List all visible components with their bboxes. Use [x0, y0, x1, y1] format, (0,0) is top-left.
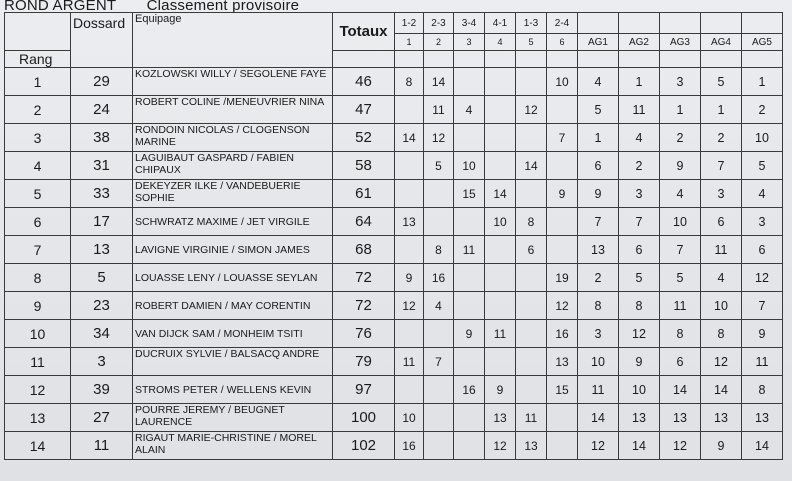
blank-cell [395, 51, 424, 68]
dossard-header: Dossard [71, 13, 133, 68]
table-row [5, 152, 783, 180]
rank-cell: 6 [5, 208, 71, 236]
ag-score-cell: 1 [619, 68, 660, 96]
ag-header-blank [660, 13, 701, 34]
ag-score-cell: 5 [742, 152, 783, 180]
dossard-cell: 31 [71, 152, 133, 180]
race-score-cell: 15 [547, 376, 578, 404]
ag-score-cell: 4 [660, 180, 701, 208]
ag-score-cell: 14 [619, 432, 660, 460]
race-score-cell: 8 [424, 236, 454, 264]
race-score-cell [454, 208, 485, 236]
ag-score-cell: 12 [742, 264, 783, 292]
ag-score-cell: 13 [578, 236, 619, 264]
total-cell: 64 [333, 208, 395, 236]
ag-score-cell: 14 [742, 432, 783, 460]
ag-score-cell: 7 [578, 208, 619, 236]
ag-header-blank [701, 13, 742, 34]
race-score-cell: 16 [424, 264, 454, 292]
rank-cell: 9 [5, 292, 71, 320]
race-score-cell [424, 320, 454, 348]
ag-score-cell: 5 [660, 264, 701, 292]
rang-header: Rang [5, 51, 71, 68]
ag-score-cell: 2 [701, 124, 742, 152]
race-score-cell: 12 [485, 432, 516, 460]
race-score-cell: 10 [485, 208, 516, 236]
ag-header: AG2 [619, 34, 660, 51]
race-score-cell [485, 152, 516, 180]
total-cell: 72 [333, 264, 395, 292]
ag-score-cell: 14 [578, 404, 619, 432]
equipage-cell: DUCRUIX SYLVIE / BALSACQ ANDRE [133, 348, 333, 376]
ag-score-cell: 13 [701, 404, 742, 432]
equipage-cell: LAGUIBAUT GASPARD / FABIEN CHIPAUX [133, 152, 333, 180]
total-cell: 52 [333, 124, 395, 152]
race-number-header: 3 [454, 34, 485, 51]
ag-header: AG3 [660, 34, 701, 51]
ag-score-cell: 9 [701, 432, 742, 460]
dossard-cell: 27 [71, 404, 133, 432]
race-score-cell [454, 432, 485, 460]
table-row [5, 320, 783, 348]
rank-cell: 2 [5, 96, 71, 124]
table-row [5, 68, 783, 96]
ag-score-cell: 14 [701, 376, 742, 404]
table-row [5, 376, 783, 404]
ag-score-cell: 13 [742, 404, 783, 432]
race-score-cell: 14 [516, 152, 547, 180]
ag-score-cell: 6 [742, 236, 783, 264]
total-cell: 97 [333, 376, 395, 404]
race-score-cell: 13 [485, 404, 516, 432]
race-score-cell: 11 [485, 320, 516, 348]
rank-cell: 7 [5, 236, 71, 264]
race-score-cell [485, 264, 516, 292]
ag-score-cell: 6 [701, 208, 742, 236]
table-row [5, 180, 783, 208]
race-score-cell: 15 [454, 180, 485, 208]
ag-score-cell: 6 [578, 152, 619, 180]
equipage-cell: LOUASSE LENY / LOUASSE SEYLAN [133, 264, 333, 292]
race-score-cell: 10 [547, 68, 578, 96]
equipage-cell: KOZLOWSKI WILLY / SEGOLENE FAYE [133, 68, 333, 96]
rank-cell: 5 [5, 180, 71, 208]
total-cell: 58 [333, 152, 395, 180]
race-score-cell [395, 376, 424, 404]
totaux-header: Totaux [333, 13, 395, 51]
race-score-cell: 4 [454, 96, 485, 124]
table-row [5, 96, 783, 124]
rank-cell: 13 [5, 404, 71, 432]
equipage-cell: SCHWRATZ MAXIME / JET VIRGILE [133, 208, 333, 236]
race-score-cell [485, 348, 516, 376]
race-score-cell: 10 [454, 152, 485, 180]
rank-cell: 8 [5, 264, 71, 292]
race-score-cell: 9 [454, 320, 485, 348]
race-score-cell [547, 236, 578, 264]
race-score-cell [454, 124, 485, 152]
race-score-cell [485, 292, 516, 320]
race-number-header: 2 [424, 34, 454, 51]
race-number-header: 1 [395, 34, 424, 51]
race-score-cell [424, 404, 454, 432]
total-cell: 72 [333, 292, 395, 320]
ag-score-cell: 11 [578, 376, 619, 404]
ag-score-cell: 3 [660, 68, 701, 96]
rank-cell: 1 [5, 68, 71, 96]
race-score-cell: 8 [516, 208, 547, 236]
ag-score-cell: 8 [619, 292, 660, 320]
race-score-cell [454, 264, 485, 292]
race-score-cell [395, 180, 424, 208]
race-score-cell: 14 [424, 68, 454, 96]
ag-score-cell: 9 [578, 180, 619, 208]
ag-score-cell: 3 [701, 180, 742, 208]
ag-score-cell: 12 [701, 348, 742, 376]
race-score-cell: 13 [516, 432, 547, 460]
equipage-cell: DEKEYZER ILKE / VANDEBUERIE SOPHIE [133, 180, 333, 208]
ag-score-cell: 5 [578, 96, 619, 124]
ag-header: AG5 [742, 34, 783, 51]
equipage-cell: STROMS PETER / WELLENS KEVIN [133, 376, 333, 404]
ag-score-cell: 8 [660, 320, 701, 348]
dossard-cell: 33 [71, 180, 133, 208]
table-row [5, 124, 783, 152]
blank-cell [701, 51, 742, 68]
table-row [5, 348, 783, 376]
equipage-cell: POURRE JEREMY / BEUGNET LAURENCE [133, 404, 333, 432]
ag-header-blank [742, 13, 783, 34]
ag-score-cell: 3 [619, 180, 660, 208]
ag-score-cell: 10 [578, 348, 619, 376]
blank-cell [660, 51, 701, 68]
race-score-cell: 13 [547, 348, 578, 376]
race-score-cell [485, 236, 516, 264]
dossard-cell: 23 [71, 292, 133, 320]
ag-score-cell: 9 [660, 152, 701, 180]
race-score-cell [454, 292, 485, 320]
race-score-cell [424, 432, 454, 460]
ag-score-cell: 1 [578, 124, 619, 152]
race-score-cell [547, 432, 578, 460]
race-score-cell [547, 152, 578, 180]
race-score-cell [516, 124, 547, 152]
race-score-cell [516, 68, 547, 96]
table-row [5, 432, 783, 460]
rank-cell: 3 [5, 124, 71, 152]
ag-score-cell: 4 [742, 180, 783, 208]
race-score-cell [395, 96, 424, 124]
race-score-cell: 12 [516, 96, 547, 124]
rang-header-blank [5, 13, 71, 51]
rank-cell: 10 [5, 320, 71, 348]
ag-score-cell: 3 [578, 320, 619, 348]
race-score-cell [424, 208, 454, 236]
dossard-cell: 39 [71, 376, 133, 404]
dossard-cell: 3 [71, 348, 133, 376]
race-score-cell: 9 [547, 180, 578, 208]
race-score-cell [516, 376, 547, 404]
blank-cell [485, 51, 516, 68]
dossard-cell: 5 [71, 264, 133, 292]
ag-score-cell: 4 [578, 68, 619, 96]
ag-score-cell: 7 [742, 292, 783, 320]
race-score-cell [547, 404, 578, 432]
rank-cell: 12 [5, 376, 71, 404]
ag-score-cell: 2 [578, 264, 619, 292]
race-score-cell: 11 [395, 348, 424, 376]
ag-score-cell: 11 [619, 96, 660, 124]
race-score-cell: 11 [516, 404, 547, 432]
ag-score-cell: 2 [660, 124, 701, 152]
total-cell: 102 [333, 432, 395, 460]
ag-score-cell: 2 [619, 152, 660, 180]
total-cell: 76 [333, 320, 395, 348]
race-score-cell: 19 [547, 264, 578, 292]
race-score-cell: 9 [395, 264, 424, 292]
total-cell: 46 [333, 68, 395, 96]
rank-cell: 4 [5, 152, 71, 180]
ag-score-cell: 12 [578, 432, 619, 460]
ag-score-cell: 5 [619, 264, 660, 292]
race-score-cell [516, 348, 547, 376]
ag-score-cell: 4 [701, 264, 742, 292]
race-number-header: 4 [485, 34, 516, 51]
ag-score-cell: 11 [660, 292, 701, 320]
race-score-cell: 12 [424, 124, 454, 152]
dossard-cell: 24 [71, 96, 133, 124]
totaux-blank [333, 51, 395, 68]
ag-score-cell: 12 [660, 432, 701, 460]
blank-cell [424, 51, 454, 68]
ag-score-cell: 10 [619, 376, 660, 404]
race-score-cell [516, 320, 547, 348]
race-score-cell: 4 [424, 292, 454, 320]
dossard-cell: 13 [71, 236, 133, 264]
race-score-cell: 12 [395, 292, 424, 320]
header-row-pairs [5, 13, 783, 34]
race-score-cell: 14 [485, 180, 516, 208]
ag-score-cell: 12 [619, 320, 660, 348]
ag-score-cell: 6 [619, 236, 660, 264]
ag-score-cell: 7 [660, 236, 701, 264]
race-score-cell [424, 376, 454, 404]
equipage-cell: VAN DIJCK SAM / MONHEIM TSITI [133, 320, 333, 348]
equipage-cell: ROBERT DAMIEN / MAY CORENTIN [133, 292, 333, 320]
equipage-header: Equipage [133, 13, 333, 68]
ag-score-cell: 11 [701, 236, 742, 264]
race-score-cell [485, 124, 516, 152]
race-score-cell: 16 [454, 376, 485, 404]
ag-score-cell: 10 [660, 208, 701, 236]
ag-score-cell: 2 [742, 96, 783, 124]
race-pair-header: 4-1 [485, 13, 516, 34]
table-row [5, 264, 783, 292]
equipage-cell: ROBERT COLINE /MENEUVRIER NINA [133, 96, 333, 124]
blank-cell [547, 51, 578, 68]
blank-cell [619, 51, 660, 68]
dossard-cell: 17 [71, 208, 133, 236]
race-score-cell: 6 [516, 236, 547, 264]
ag-score-cell: 10 [742, 124, 783, 152]
race-score-cell: 9 [485, 376, 516, 404]
rank-cell: 11 [5, 348, 71, 376]
ag-score-cell: 9 [742, 320, 783, 348]
ag-score-cell: 1 [701, 96, 742, 124]
race-pair-header: 1-3 [516, 13, 547, 34]
race-score-cell [485, 68, 516, 96]
race-score-cell [547, 96, 578, 124]
race-pair-header: 3-4 [454, 13, 485, 34]
race-score-cell [395, 152, 424, 180]
ag-header-blank [578, 13, 619, 34]
ag-score-cell: 14 [660, 376, 701, 404]
ag-score-cell: 8 [742, 376, 783, 404]
blank-cell [516, 51, 547, 68]
race-score-cell: 11 [454, 236, 485, 264]
ag-score-cell: 3 [742, 208, 783, 236]
race-score-cell: 5 [424, 152, 454, 180]
table-row [5, 404, 783, 432]
race-score-cell [395, 236, 424, 264]
equipage-cell: LAVIGNE VIRGINIE / SIMON JAMES [133, 236, 333, 264]
standings-subtitle: Classement provisoire [146, 0, 300, 14]
race-score-cell [424, 180, 454, 208]
race-score-cell [485, 96, 516, 124]
race-score-cell: 11 [424, 96, 454, 124]
total-cell: 68 [333, 236, 395, 264]
race-score-cell: 8 [395, 68, 424, 96]
race-score-cell: 16 [395, 432, 424, 460]
equipage-cell: RONDOIN NICOLAS / CLOGENSON MARINE [133, 124, 333, 152]
dossard-cell: 29 [71, 68, 133, 96]
ag-score-cell: 5 [701, 68, 742, 96]
table-row [5, 236, 783, 264]
ag-score-cell: 13 [660, 404, 701, 432]
ag-score-cell: 6 [660, 348, 701, 376]
race-score-cell [516, 292, 547, 320]
ag-header: AG1 [578, 34, 619, 51]
ag-score-cell: 4 [619, 124, 660, 152]
race-score-cell [547, 208, 578, 236]
table-row [5, 208, 783, 236]
race-score-cell: 7 [547, 124, 578, 152]
race-pair-header: 1-2 [395, 13, 424, 34]
ag-header-blank [619, 13, 660, 34]
table-row [5, 292, 783, 320]
race-score-cell [395, 320, 424, 348]
total-cell: 79 [333, 348, 395, 376]
total-cell: 100 [333, 404, 395, 432]
standings-table [4, 12, 783, 460]
blank-cell [742, 51, 783, 68]
race-pair-header: 2-4 [547, 13, 578, 34]
ag-score-cell: 7 [619, 208, 660, 236]
race-score-cell [516, 180, 547, 208]
ag-score-cell: 13 [619, 404, 660, 432]
ag-score-cell: 9 [619, 348, 660, 376]
race-score-cell: 16 [547, 320, 578, 348]
race-score-cell: 14 [395, 124, 424, 152]
ag-score-cell: 7 [701, 152, 742, 180]
blank-cell [578, 51, 619, 68]
ag-score-cell: 11 [742, 348, 783, 376]
ag-score-cell: 1 [660, 96, 701, 124]
ag-score-cell: 8 [701, 320, 742, 348]
race-pair-header: 2-3 [424, 13, 454, 34]
total-cell: 47 [333, 96, 395, 124]
race-score-cell: 12 [547, 292, 578, 320]
dossard-cell: 11 [71, 432, 133, 460]
race-score-cell [454, 348, 485, 376]
race-score-cell [516, 264, 547, 292]
race-score-cell [454, 404, 485, 432]
event-title: ROND ARGENT [4, 0, 117, 14]
race-score-cell [454, 68, 485, 96]
race-number-header: 6 [547, 34, 578, 51]
total-cell: 61 [333, 180, 395, 208]
ag-header: AG4 [701, 34, 742, 51]
ag-score-cell: 8 [578, 292, 619, 320]
dossard-cell: 34 [71, 320, 133, 348]
ag-score-cell: 10 [701, 292, 742, 320]
blank-cell [454, 51, 485, 68]
ag-score-cell: 1 [742, 68, 783, 96]
race-score-cell: 10 [395, 404, 424, 432]
equipage-cell: RIGAUT MARIE-CHRISTINE / MOREL ALAIN [133, 432, 333, 460]
race-number-header: 5 [516, 34, 547, 51]
race-score-cell: 13 [395, 208, 424, 236]
dossard-cell: 38 [71, 124, 133, 152]
race-score-cell: 7 [424, 348, 454, 376]
rank-cell: 14 [5, 432, 71, 460]
